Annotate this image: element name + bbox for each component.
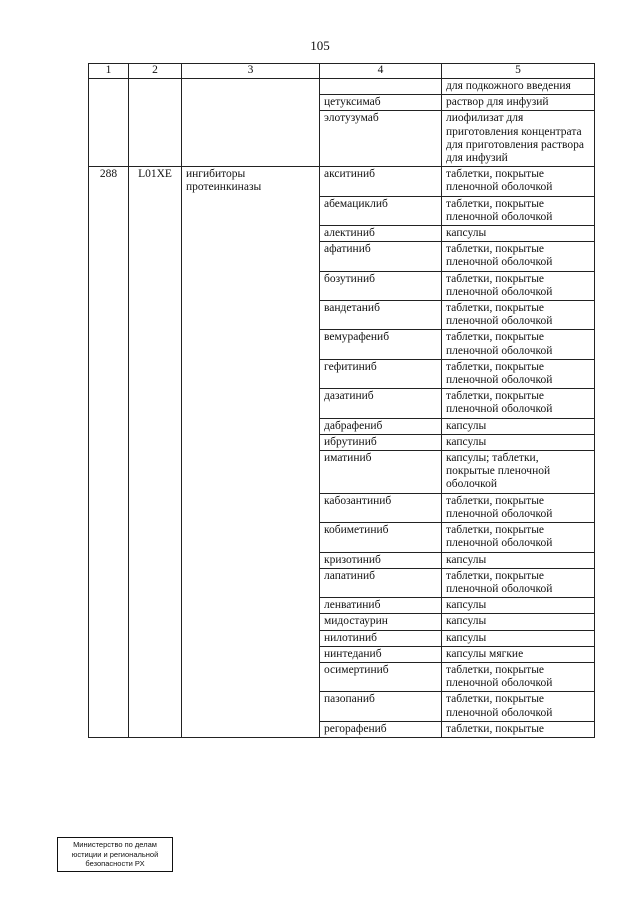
header-row	[89, 64, 595, 79]
cell-dosage-form: таблетки, покрытые пленочной оболочкой	[442, 493, 595, 522]
cell-dosage-form: таблетки, покрытые пленочной оболочкой	[442, 389, 595, 418]
cell-drug-name: ибрутиниб	[320, 434, 442, 450]
cell-dosage-form: капсулы	[442, 630, 595, 646]
cell-drug-name: кризотиниб	[320, 552, 442, 568]
cell-drug-name: гефитиниб	[320, 359, 442, 388]
stamp-line-2: юстиции и региональной	[71, 849, 159, 859]
cell-dosage-form: капсулы мягкие	[442, 646, 595, 662]
page-number: 105	[310, 38, 330, 53]
cell-dosage-form: таблетки, покрытые	[442, 721, 595, 737]
cell-code	[129, 79, 182, 167]
cell-drug-name: нилотиниб	[320, 630, 442, 646]
cell-dosage-form: таблетки, покрытые пленочной оболочкой	[442, 359, 595, 388]
cell-drug-name: дазатиниб	[320, 389, 442, 418]
cell-dosage-form: капсулы	[442, 598, 595, 614]
cell-drug-name: кабозантиниб	[320, 493, 442, 522]
ministry-stamp	[57, 837, 173, 872]
cell-dosage-form: таблетки, покрытые пленочной оболочкой	[442, 242, 595, 271]
cell-dosage-form: капсулы	[442, 418, 595, 434]
cell-dosage-form: таблетки, покрытые пленочной оболочкой	[442, 330, 595, 359]
header-col-4: 4	[320, 64, 442, 79]
cell-drug-name: лапатиниб	[320, 568, 442, 597]
table-row	[89, 79, 595, 95]
cell-code: L01XE	[129, 167, 182, 738]
cell-dosage-form: таблетки, покрытые пленочной оболочкой	[442, 167, 595, 196]
cell-drug-name	[320, 79, 442, 95]
cell-dosage-form: таблетки, покрытые пленочной оболочкой	[442, 301, 595, 330]
cell-drug-name: пазопаниб	[320, 692, 442, 721]
cell-drug-name: регорафениб	[320, 721, 442, 737]
cell-drug-name: кобиметиниб	[320, 523, 442, 552]
cell-dosage-form: таблетки, покрытые пленочной оболочкой	[442, 692, 595, 721]
cell-dosage-form: таблетки, покрытые пленочной оболочкой	[442, 662, 595, 691]
cell-drug-name: дабрафениб	[320, 418, 442, 434]
header-col-1: 1	[89, 64, 129, 79]
drug-list-table	[88, 63, 595, 738]
cell-drug-name: алектиниб	[320, 226, 442, 242]
header-col-5: 5	[442, 64, 595, 79]
cell-dosage-form: лиофилизат для приготовления концентрата для приготовления раствора для инфузий	[442, 111, 595, 167]
cell-drug-name: нинтеданиб	[320, 646, 442, 662]
cell-dosage-form: капсулы	[442, 552, 595, 568]
header-col-3: 3	[182, 64, 320, 79]
cell-dosage-form: таблетки, покрытые пленочной оболочкой	[442, 568, 595, 597]
cell-drug-name: абемациклиб	[320, 196, 442, 225]
cell-drug-name: ленватиниб	[320, 598, 442, 614]
cell-drug-name: акситиниб	[320, 167, 442, 196]
table-body	[89, 79, 595, 738]
cell-dosage-form: таблетки, покрытые пленочной оболочкой	[442, 271, 595, 300]
cell-drug-name: элотузумаб	[320, 111, 442, 167]
cell-dosage-form: капсулы; таблетки, покрытые пленочной оболочкой	[442, 451, 595, 494]
cell-drug-name: мидостаурин	[320, 614, 442, 630]
cell-dosage-form: капсулы	[442, 614, 595, 630]
cell-drug-name: вемурафениб	[320, 330, 442, 359]
cell-dosage-form: раствор для инфузий	[442, 95, 595, 111]
cell-number: 288	[89, 167, 129, 738]
cell-dosage-form: таблетки, покрытые пленочной оболочкой	[442, 196, 595, 225]
table-row	[89, 167, 595, 196]
cell-dosage-form: таблетки, покрытые пленочной оболочкой	[442, 523, 595, 552]
cell-drug-name: осимертиниб	[320, 662, 442, 691]
cell-dosage-form: капсулы	[442, 434, 595, 450]
cell-drug-name: цетуксимаб	[320, 95, 442, 111]
cell-group-name: ингибиторы протеинкиназы	[182, 167, 320, 738]
cell-drug-name: вандетаниб	[320, 301, 442, 330]
header-col-2: 2	[129, 64, 182, 79]
cell-group-name	[182, 79, 320, 167]
stamp-line-1: Министерство по делам	[73, 840, 157, 849]
cell-drug-name: иматиниб	[320, 451, 442, 494]
cell-drug-name: бозутиниб	[320, 271, 442, 300]
cell-dosage-form: капсулы	[442, 226, 595, 242]
stamp-line-3: безопасности РХ	[85, 859, 145, 868]
cell-number	[89, 79, 129, 167]
cell-dosage-form: для подкожного введения	[442, 79, 595, 95]
cell-drug-name: афатиниб	[320, 242, 442, 271]
